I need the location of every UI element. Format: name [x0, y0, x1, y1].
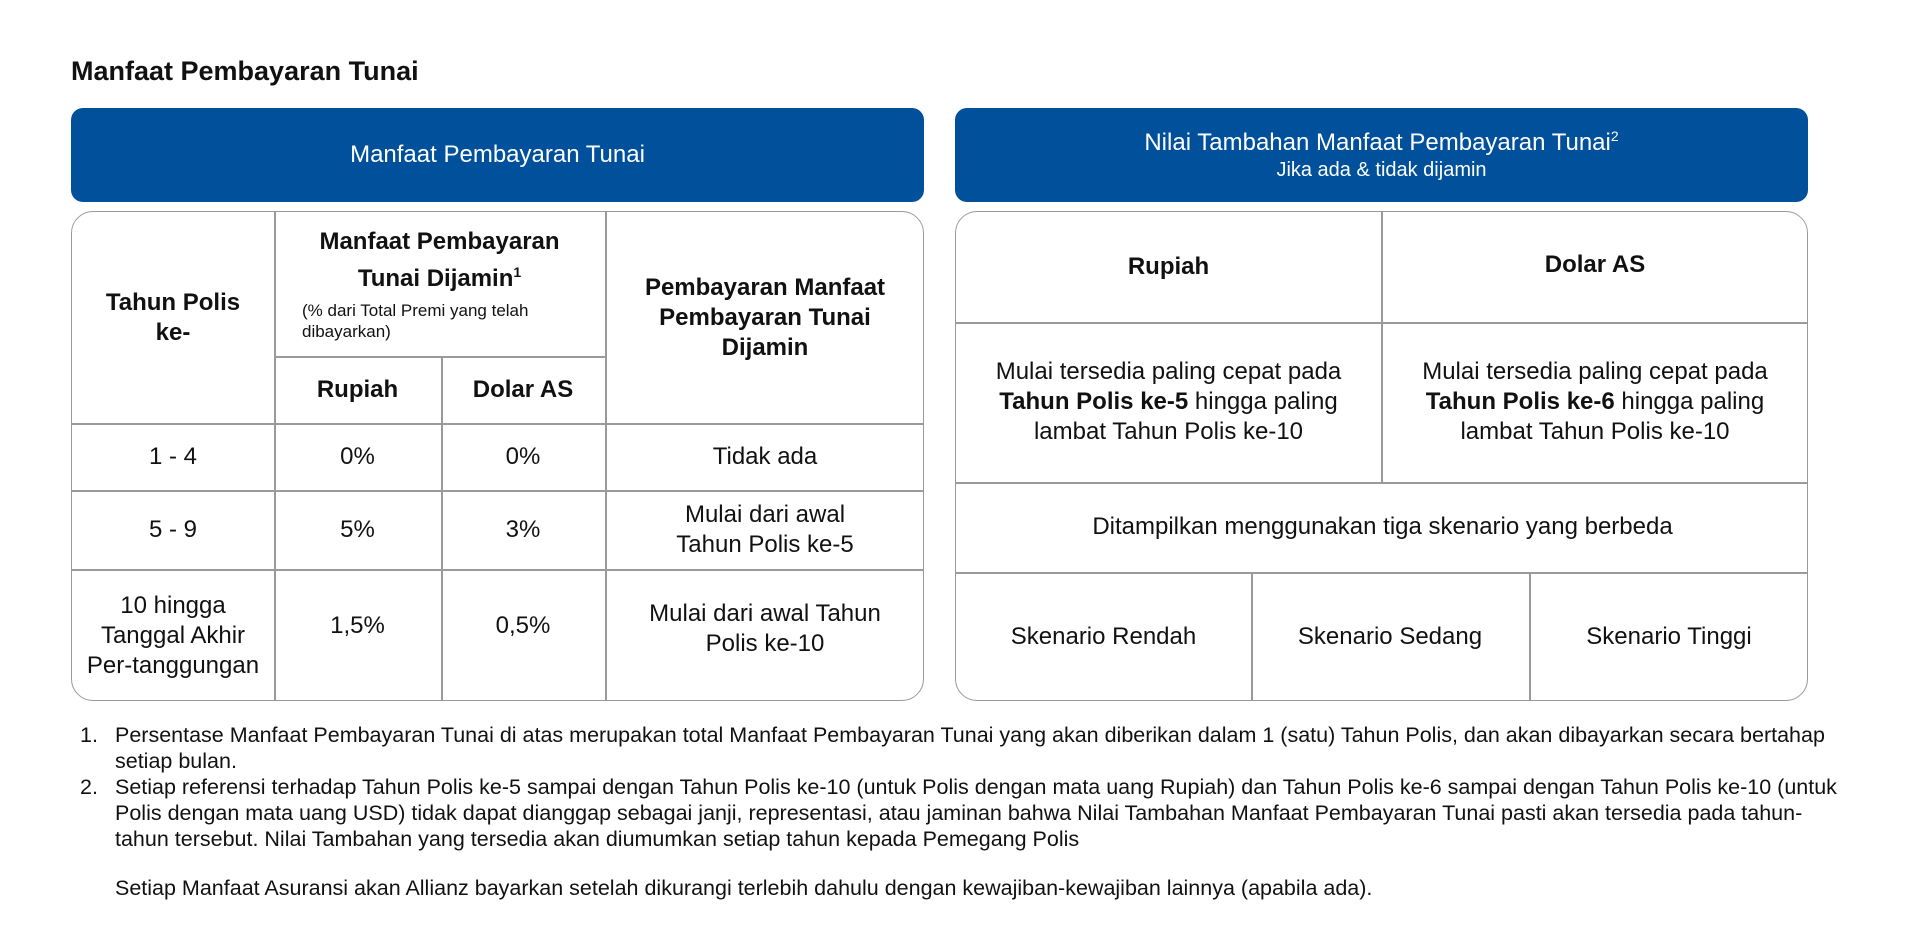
- row-rupiah: [274, 490, 441, 569]
- row-rupiah-value: 1,5%: [330, 612, 385, 639]
- right-table-header-label: Nilai Tambahan Manfaat Pembayaran Tunai: [1144, 129, 1611, 156]
- scenario-label: Skenario Tinggi: [1586, 623, 1752, 650]
- dolar-availability-text: hingga paling lambat Tahun Polis ke-10: [1460, 388, 1765, 445]
- row-pembayaran: [605, 569, 924, 689]
- table-row: [72, 569, 274, 701]
- footnote-ref-1: 1: [513, 263, 522, 280]
- row-pembayaran: [605, 490, 924, 569]
- table-row: [72, 490, 274, 569]
- col-header-dijamin-note: (% dari Total Premi yang telah dibayarkan): [302, 300, 529, 341]
- rupiah-availability-text: hingga paling lambat Tahun Polis ke-10: [1033, 388, 1338, 445]
- col-header-dolar-label: Dolar AS: [1544, 250, 1646, 278]
- footnote-number: 1.: [80, 723, 98, 747]
- row-rupiah-value: 0%: [340, 442, 375, 470]
- scenario-rendah: [956, 572, 1251, 701]
- row-dolar: [441, 423, 605, 490]
- left-table-header: [71, 108, 924, 202]
- col-header-dolar-label: Dolar AS: [472, 375, 574, 403]
- col-header-tahun: [72, 212, 274, 423]
- scenario-tinggi: [1529, 572, 1808, 701]
- rupiah-availability: [956, 322, 1381, 482]
- footnote-ref-2: 2: [1610, 128, 1619, 144]
- divider: [1381, 212, 1383, 482]
- right-table-header: [955, 108, 1808, 202]
- divider: [1529, 572, 1531, 701]
- col-header-rupiah-label: Rupiah: [316, 375, 399, 403]
- row-rupiah-value: 5%: [340, 515, 375, 543]
- footnote-text: Persentase Manfaat Pembayaran Tunai di atas merupakan total Manfaat Pembayaran Tunai yang akan diberikan dalam 1 (satu) Tahun Polis, dan akan dibayarkan secara bertahap setiap bulan.: [115, 723, 1825, 773]
- left-table-header-label: Manfaat Pembayaran Tunai: [350, 141, 645, 168]
- divider: [956, 482, 1808, 484]
- divider: [605, 212, 607, 701]
- divider: [72, 569, 924, 571]
- scenario-intro: [956, 482, 1808, 572]
- footnotes: [80, 722, 1840, 901]
- row-pembayaran: [605, 423, 924, 490]
- row-dolar: [441, 569, 605, 683]
- scenario-sedang: [1251, 572, 1529, 701]
- divider: [72, 423, 924, 425]
- col-header-rupiah-label: Rupiah: [1127, 253, 1210, 280]
- right-table: [955, 211, 1808, 701]
- row-tahun: 5 - 9: [148, 515, 198, 543]
- dolar-availability-bold: Tahun Polis ke-6: [1425, 388, 1615, 415]
- col-header-dolar: [1381, 212, 1808, 317]
- page-title: Manfaat Pembayaran Tunai: [71, 56, 419, 86]
- right-table-header-sub: Jika ada & tidak dijamin: [1276, 159, 1487, 181]
- col-header-tahun-label: Tahun Polis ke-: [105, 288, 241, 346]
- row-rupiah: [274, 423, 441, 490]
- row-pembayaran-value: Mulai dari awal Tahun Polis ke-5: [676, 500, 854, 558]
- footnote-1: [80, 722, 1840, 774]
- left-table: [71, 211, 924, 701]
- col-header-rupiah: [274, 356, 441, 423]
- footnote-2: [80, 774, 1840, 852]
- footnote-text: Setiap referensi terhadap Tahun Polis ke-5 sampai dengan Tahun Polis ke-10 (untuk Polis dengan mata uang Rupiah) dan Tahun Polis ke-6 sampai dengan Tahun Polis ke-10 (untuk Polis dengan mata uang USD) tidak dapat dianggap sebagai janji, representasi, atau jaminan bahwa Nilai Tambahan Manfaat Pembayaran Tunai pasti akan tersedia pada tahun-tahun tersebut. Nilai Tambahan yang tersedia akan diumumkan setiap tahun kepada Pemegang Polis: [115, 775, 1837, 851]
- row-tahun: 1 - 4: [148, 442, 198, 470]
- footnote-number: 2.: [80, 775, 98, 799]
- scenario-label: Skenario Rendah: [1010, 623, 1197, 650]
- row-dolar-value: 0,5%: [495, 612, 551, 639]
- row-dolar-value: 3%: [505, 515, 541, 543]
- divider: [1251, 572, 1253, 701]
- rupiah-availability-bold: Tahun Polis ke-5: [999, 388, 1189, 415]
- col-header-rupiah: [956, 212, 1381, 322]
- col-header-dolar: [441, 356, 605, 423]
- row-rupiah: [274, 569, 441, 683]
- scenario-label: Skenario Sedang: [1297, 623, 1483, 650]
- col-header-dijamin: [274, 212, 605, 356]
- table-row: [72, 423, 274, 490]
- divider: [274, 356, 605, 358]
- row-pembayaran-value: Tidak ada: [712, 442, 818, 470]
- col-header-pembayaran-label: Pembayaran Manfaat Pembayaran Tunai Dijamin: [644, 273, 886, 361]
- row-dolar-value: 0%: [505, 442, 541, 470]
- divider: [72, 490, 924, 492]
- divider: [956, 572, 1808, 574]
- divider: [441, 356, 443, 701]
- col-header-pembayaran: [605, 212, 924, 423]
- divider: [274, 212, 276, 701]
- divider: [956, 322, 1808, 324]
- scenario-intro-text: Ditampilkan menggunakan tiga skenario yang berbeda: [1092, 513, 1673, 540]
- row-tahun: 10 hingga Tanggal Akhir Per-tanggungan: [86, 591, 260, 679]
- rupiah-availability-text: Mulai tersedia paling cepat pada: [995, 358, 1342, 385]
- closing-note: Setiap Manfaat Asuransi akan Allianz bayarkan setelah dikurangi terlebih dahulu dengan kewajiban-kewajiban lainnya (apabila ada).: [115, 876, 1373, 900]
- dolar-availability-text: Mulai tersedia paling cepat pada: [1422, 358, 1768, 385]
- col-header-dijamin-label: Manfaat Pembayaran Tunai Dijamin: [319, 227, 560, 292]
- dolar-availability: [1381, 322, 1808, 482]
- row-pembayaran-value: Mulai dari awal Tahun Polis ke-10: [649, 600, 881, 657]
- row-dolar: [441, 490, 605, 569]
